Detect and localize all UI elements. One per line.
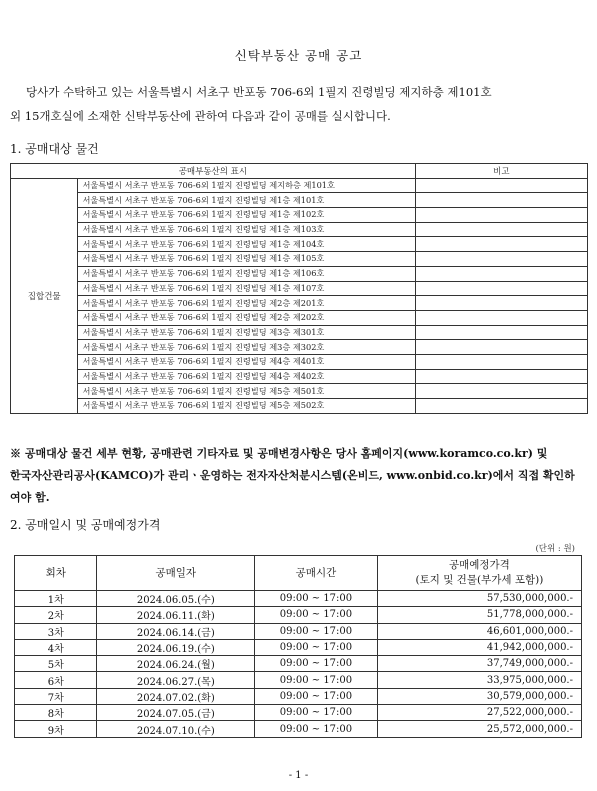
schedule-row — [15, 656, 582, 672]
schedule-time: 09:00 ~ 17:00 — [255, 672, 378, 688]
property-description: 서울특별시 서초구 반포동 706-6외 1필지 진령빌딩 제5층 제502호 — [78, 399, 415, 414]
schedule-table — [14, 555, 582, 738]
schedule-row — [15, 705, 582, 721]
property-note — [415, 266, 587, 281]
schedule-price: 33,975,000,000.- — [377, 672, 581, 688]
schedule-time: 09:00 ~ 17:00 — [255, 656, 378, 672]
property-row — [11, 384, 588, 399]
property-row — [11, 237, 588, 252]
property-category: 집합건물 — [11, 178, 78, 413]
intro-line-2: 외 15개호실에 소재한 신탁부동산에 관하여 다음과 같이 공매를 실시합니다. — [10, 109, 391, 123]
schedule-price: 41,942,000,000.- — [377, 639, 581, 655]
property-row — [11, 222, 588, 237]
property-row — [11, 296, 588, 311]
schedule-row — [15, 607, 582, 623]
schedule-time: 09:00 ~ 17:00 — [255, 721, 378, 737]
schedule-round: 5차 — [15, 656, 97, 672]
intro-line-1: 당사가 수탁하고 있는 서울특별시 서초구 반포동 706-6외 1필지 진령빌딩 제지하층 제101호 — [26, 85, 492, 99]
schedule-round: 1차 — [15, 591, 97, 607]
property-description: 서울특별시 서초구 반포동 706-6외 1필지 진령빌딩 제5층 제501호 — [78, 384, 415, 399]
schedule-time: 09:00 ~ 17:00 — [255, 623, 378, 639]
property-description: 서울특별시 서초구 반포동 706-6외 1필지 진령빌딩 제1층 제104호 — [78, 237, 415, 252]
schedule-price: 37,749,000,000.- — [377, 656, 581, 672]
property-note — [415, 310, 587, 325]
schedule-time: 09:00 ~ 17:00 — [255, 705, 378, 721]
property-table — [10, 163, 588, 414]
schedule-row — [15, 623, 582, 639]
schedule-header-price — [377, 556, 581, 591]
property-description: 서울특별시 서초구 반포동 706-6외 1필지 진령빌딩 제1층 제106호 — [78, 266, 415, 281]
schedule-row — [15, 672, 582, 688]
property-note — [415, 399, 587, 414]
property-note — [415, 354, 587, 369]
property-note — [415, 193, 587, 208]
intro-paragraph — [10, 80, 588, 128]
schedule-price: 25,572,000,000.- — [377, 721, 581, 737]
property-description: 서울특별시 서초구 반포동 706-6외 1필지 진령빌딩 제4층 제402호 — [78, 369, 415, 384]
property-note — [415, 281, 587, 296]
schedule-date: 2024.06.11.(화) — [97, 607, 255, 623]
schedule-price: 27,522,000,000.- — [377, 705, 581, 721]
property-note — [415, 222, 587, 237]
schedule-header-round: 회차 — [15, 556, 97, 591]
property-description: 서울특별시 서초구 반포동 706-6외 1필지 진령빌딩 제1층 제105호 — [78, 252, 415, 267]
section-2-heading: 2. 공매일시 및 공매예정가격 — [10, 518, 161, 532]
property-description: 서울특별시 서초구 반포동 706-6외 1필지 진령빌딩 제1층 제103호 — [78, 222, 415, 237]
schedule-time: 09:00 ~ 17:00 — [255, 688, 378, 704]
schedule-row — [15, 639, 582, 655]
schedule-date: 2024.07.05.(금) — [97, 705, 255, 721]
property-note — [415, 340, 587, 355]
notice-paragraph — [10, 443, 588, 509]
property-description: 서울특별시 서초구 반포동 706-6외 1필지 진령빌딩 제1층 제102호 — [78, 208, 415, 223]
property-note — [415, 208, 587, 223]
schedule-time: 09:00 ~ 17:00 — [255, 639, 378, 655]
schedule-time: 09:00 ~ 17:00 — [255, 607, 378, 623]
price-header-line-2: (토지 및 건물(부가세 포함)) — [415, 574, 544, 586]
schedule-price: 30,579,000,000.- — [377, 688, 581, 704]
property-table-body — [11, 178, 588, 413]
schedule-round: 8차 — [15, 705, 97, 721]
property-row — [11, 266, 588, 281]
property-description: 서울특별시 서초구 반포동 706-6외 1필지 진령빌딩 제4층 제401호 — [78, 354, 415, 369]
property-row — [11, 354, 588, 369]
price-header-line-1: 공매예정가격 — [448, 559, 510, 571]
schedule-header-date: 공매일자 — [97, 556, 255, 591]
schedule-price: 46,601,000,000.- — [377, 623, 581, 639]
property-row — [11, 281, 588, 296]
schedule-round: 6차 — [15, 672, 97, 688]
property-note — [415, 296, 587, 311]
property-row — [11, 208, 588, 223]
schedule-date: 2024.07.02.(화) — [97, 688, 255, 704]
property-description: 서울특별시 서초구 반포동 706-6외 1필지 진령빌딩 제지하층 제101호 — [78, 178, 415, 193]
notice-line-3: 여야 함. — [10, 491, 50, 504]
schedule-price: 51,778,000,000.- — [377, 607, 581, 623]
property-description: 서울특별시 서초구 반포동 706-6외 1필지 진령빌딩 제2층 제202호 — [78, 310, 415, 325]
schedule-time: 09:00 ~ 17:00 — [255, 591, 378, 607]
schedule-header-time: 공매시간 — [255, 556, 378, 591]
schedule-date: 2024.06.27.(목) — [97, 672, 255, 688]
property-row — [11, 252, 588, 267]
document-title: 신탁부동산 공매 공고 — [234, 48, 363, 63]
property-note — [415, 384, 587, 399]
property-row — [11, 193, 588, 208]
property-note — [415, 252, 587, 267]
schedule-round: 4차 — [15, 639, 97, 655]
property-row — [11, 325, 588, 340]
section-1-heading: 1. 공매대상 물건 — [10, 142, 99, 156]
schedule-date: 2024.06.14.(금) — [97, 623, 255, 639]
schedule-date: 2024.06.05.(수) — [97, 591, 255, 607]
property-row — [11, 369, 588, 384]
property-header-desc: 공매부동산의 표시 — [11, 164, 416, 179]
unit-label: (단위 : 원) — [535, 544, 575, 554]
property-note — [415, 178, 587, 193]
schedule-row — [15, 721, 582, 737]
notice-line-1: ※ 공매대상 물건 세부 현황, 공매관련 기타자료 및 공매변경사항은 당사 홈페이지(www.koramco.co.kr) 및 — [10, 447, 548, 460]
property-header-note: 비고 — [415, 164, 587, 179]
schedule-date: 2024.06.24.(월) — [97, 656, 255, 672]
schedule-date: 2024.07.10.(수) — [97, 721, 255, 737]
property-description: 서울특별시 서초구 반포동 706-6외 1필지 진령빌딩 제1층 제107호 — [78, 281, 415, 296]
schedule-price: 57,530,000,000.- — [377, 591, 581, 607]
page-number: - 1 - — [288, 770, 309, 781]
property-row — [11, 310, 588, 325]
schedule-table-body — [15, 591, 582, 738]
schedule-row — [15, 591, 582, 607]
property-description: 서울특별시 서초구 반포동 706-6외 1필지 진령빌딩 제3층 제302호 — [78, 340, 415, 355]
schedule-round: 2차 — [15, 607, 97, 623]
schedule-round: 3차 — [15, 623, 97, 639]
property-note — [415, 369, 587, 384]
property-row — [11, 178, 588, 193]
property-note — [415, 325, 587, 340]
schedule-date: 2024.06.19.(수) — [97, 639, 255, 655]
property-note — [415, 237, 587, 252]
property-description: 서울특별시 서초구 반포동 706-6외 1필지 진령빌딩 제1층 제101호 — [78, 193, 415, 208]
schedule-row — [15, 688, 582, 704]
property-description: 서울특별시 서초구 반포동 706-6외 1필지 진령빌딩 제2층 제201호 — [78, 296, 415, 311]
property-row — [11, 399, 588, 414]
schedule-round: 7차 — [15, 688, 97, 704]
notice-line-2: 한국자산관리공사(KAMCO)가 관리ㆍ운영하는 전자자산처분시스템(온비드, www.onbid.co.kr)에서 직접 확인하 — [10, 469, 575, 482]
property-description: 서울특별시 서초구 반포동 706-6외 1필지 진령빌딩 제3층 제301호 — [78, 325, 415, 340]
property-row — [11, 340, 588, 355]
schedule-round: 9차 — [15, 721, 97, 737]
